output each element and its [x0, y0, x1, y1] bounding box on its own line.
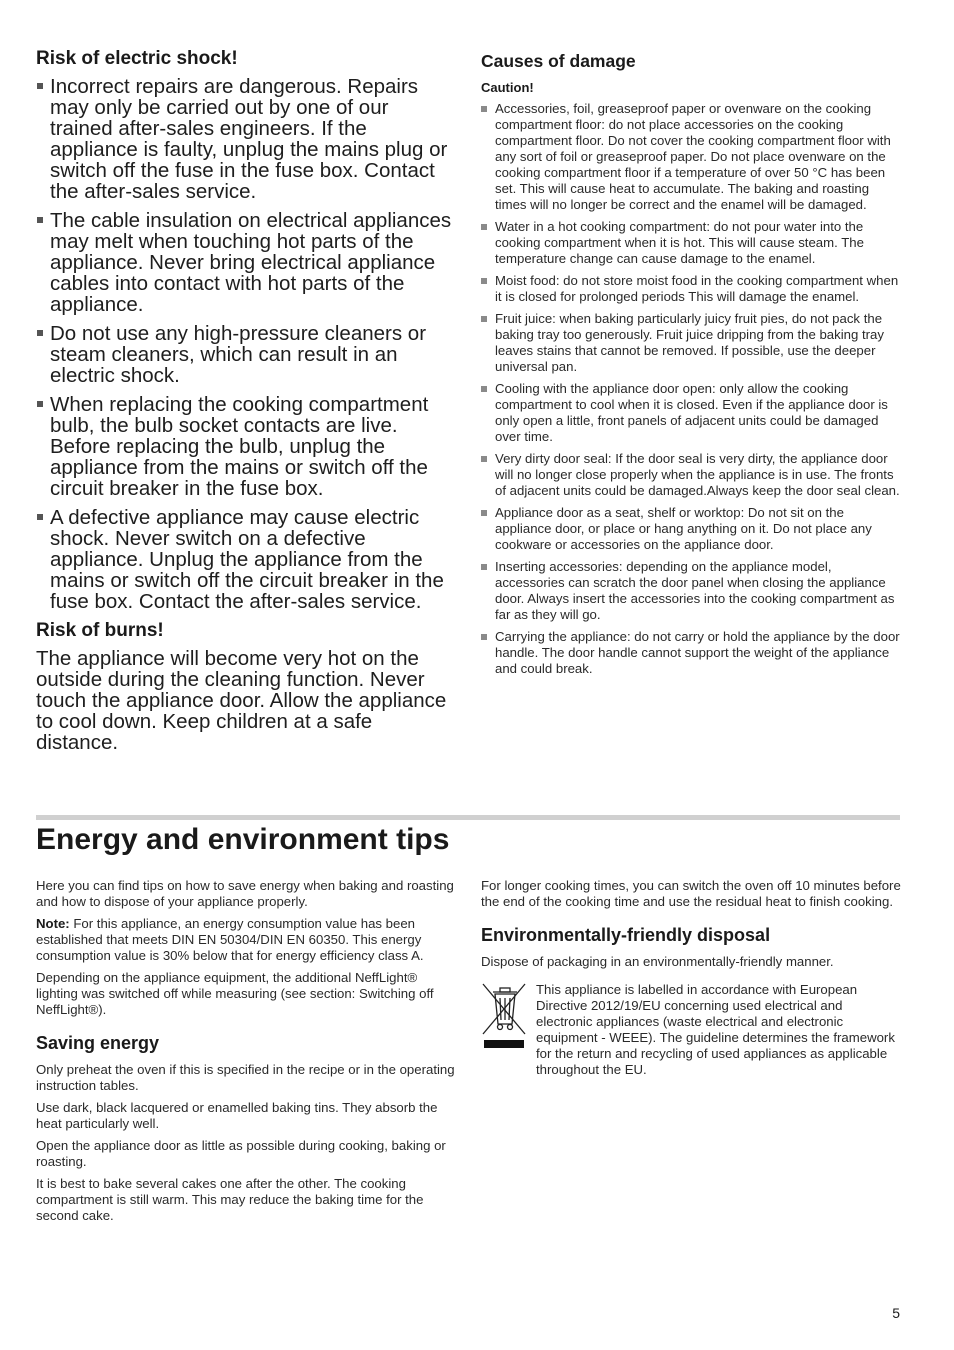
saving-tip: Only preheat the oven if this is specified in the recipe or in the operating instruction tables.: [36, 1062, 455, 1093]
page-title: Energy and environment tips: [36, 823, 450, 856]
list-item: Fruit juice: when baking particularly juicy fruit pies, do not pack the baking tray too generously. Fruit juice dripping from the baking tray leaves stains that cannot be removed. If possible, use the deeper universal pan.: [481, 311, 901, 375]
energy-intro: Here you can find tips on how to save energy when baking and roasting and how to dispose of your appliance properly.: [36, 878, 454, 909]
burns-heading: Risk of burns!: [36, 620, 164, 641]
list-item: Do not use any high-pressure cleaners or steam cleaners, which can result in an electric shock.: [36, 323, 456, 386]
list-item: Carrying the appliance: do not carry or hold the appliance by the door handle. The door handle cannot support the weight of the appliance and could break.: [481, 629, 901, 677]
weee-block: [481, 982, 901, 1078]
electric-shock-section: [36, 48, 456, 753]
list-item: Moist food: do not store moist food in the cooking compartment when it is closed for prolonged periods This will damage the enamel.: [481, 273, 901, 305]
list-item: Incorrect repairs are dangerous. Repairs may only be carried out by one of our trained after-sales engineers. If the appliance is faulty, unplug the mains plug or switch off the fuse in the fuse box. Contact the after-sales service.: [36, 76, 456, 202]
disposal-heading: Environmentally-friendly disposal: [481, 925, 771, 945]
saving-tip: It is best to bake several cakes one after the other. The cooking compartment is still warm. This may reduce the baking time for the second cake.: [36, 1176, 424, 1223]
damage-section: [481, 50, 901, 683]
energy-note: [36, 916, 456, 964]
note-label: Note:: [36, 916, 70, 931]
equipment-note: Depending on the appliance equipment, the additional NeffLight® lighting was switched off while measuring (see section: Switching off NeffLight®).: [36, 970, 434, 1017]
saving-tip: Use dark, black lacquered or enamelled baking tins. They absorb the heat particularly well.: [36, 1100, 438, 1131]
page-number: 5: [892, 1305, 900, 1321]
list-item: The cable insulation on electrical appliances may melt when touching hot parts of the appliance. Never bring electrical appliance cables into contact with hot parts of the appliance.: [36, 210, 456, 315]
damage-list: [481, 101, 901, 677]
list-item: Cooling with the appliance door open: only allow the cooking compartment to cool when it is closed. Even if the appliance door is only open a little, front panels of adjacent units could be damaged over time.: [481, 381, 901, 445]
list-item: A defective appliance may cause electric shock. Never switch on a defective appliance. Unplug the appliance from the mains or switch off the circuit breaker in the fuse box. Contact the after-sales service.: [36, 507, 456, 612]
list-item: When replacing the cooking compartment bulb, the bulb socket contacts are live. Before replacing the bulb, unplug the appliance from the mains or switch off the circuit breaker in the fuse box.: [36, 394, 456, 499]
disposal-section: [481, 878, 901, 1078]
electric-shock-list: [36, 76, 456, 612]
longer-cooking-tip: For longer cooking times, you can switch the oven off 10 minutes before the end of the cooking time and use the residual heat to finish cooking.: [481, 878, 901, 909]
caution-label: Caution!: [481, 80, 534, 95]
list-item: Accessories, foil, greaseproof paper or ovenware on the cooking compartment floor: do not place accessories on the cooking compartment floor. Do not cover the cooking compartment floor with any sort of foil or greaseproof paper. Do not place ovenware on the cooking compartment floor if a temperature of over 50 °C has been set. This will cause heat to accumulate. The baking and roasting times will no longer be correct and the enamel will be damaged.: [481, 101, 901, 213]
list-item: Very dirty door seal: If the door seal is very dirty, the appliance door will no longer close properly when the appliance is in use. The fronts of adjacent units could be damaged.Always keep the door seal clean.: [481, 451, 901, 499]
list-item: Water in a hot cooking compartment: do not pour water into the cooking compartment when it is hot. This will cause steam. The temperature change can cause damage to the enamel.: [481, 219, 901, 267]
disposal-intro: Dispose of packaging in an environmentally-friendly manner.: [481, 954, 834, 969]
burns-text: The appliance will become very hot on the outside during the cleaning function. Never touch the appliance door. Allow the appliance to cool down. Keep children at a safe distance.: [36, 647, 447, 754]
list-item: Appliance door as a seat, shelf or worktop: Do not sit on the appliance door, or place or hang anything on it. Do not place any cookware or accessories on the appliance door.: [481, 505, 901, 553]
weee-text: This appliance is labelled in accordance with European Directive 2012/19/EU concerning used electrical and electronic appliances (waste electrical and electronic equipment - WEEE). The guideline determines the framework for the return and recycling of used appliances as applicable throughout the EU.: [536, 982, 895, 1077]
electric-shock-heading: Risk of electric shock!: [36, 48, 238, 69]
section-divider: [36, 815, 900, 820]
saving-tip: Open the appliance door as little as possible during cooking, baking or roasting.: [36, 1138, 446, 1169]
list-item: Inserting accessories: depending on the appliance model, accessories can scratch the door panel when closing the appliance door. Always insert the accessories into the cooking compartment as far as they will go.: [481, 559, 901, 623]
energy-intro-section: [36, 878, 456, 1230]
damage-heading: Causes of damage: [481, 51, 636, 71]
saving-energy-heading: Saving energy: [36, 1033, 160, 1053]
note-text: For this appliance, an energy consumption value has been established that meets DIN EN 50304/DIN EN 60350. This energy consumption value is 30% below that for energy efficiency class A.: [36, 916, 424, 963]
weee-crossed-bin-icon: [481, 982, 527, 1078]
